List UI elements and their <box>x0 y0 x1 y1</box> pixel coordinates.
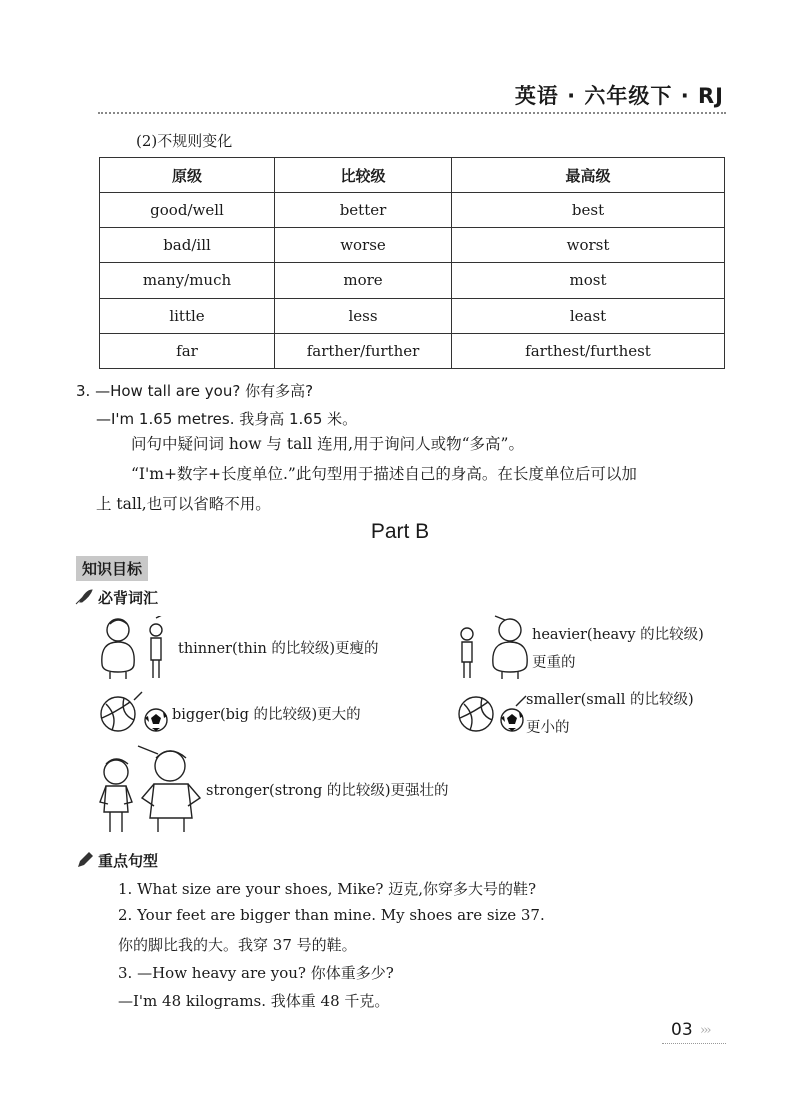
key-sentence-1: 1. What size are your shoes, Mike? 迈克,你穿多大号的鞋? <box>118 880 537 898</box>
vocab-heavier-2: 更重的 <box>532 655 576 671</box>
big-and-small-balls-illustration <box>456 690 528 734</box>
column-header: 原级 <box>100 158 275 193</box>
table-cell: far <box>100 333 275 368</box>
table-row <box>100 263 725 298</box>
point3-answer: —I'm 1.65 metres. 我身高 1.65 米。 <box>96 410 358 428</box>
table-cell: least <box>452 298 725 333</box>
vocab-thinner: thinner(thin 的比较级)更瘦的 <box>178 641 379 657</box>
thin-and-fat-boys-illustration <box>455 614 531 680</box>
fat-and-thin-boys-illustration <box>98 616 176 680</box>
table-cell: less <box>275 298 452 333</box>
header-divider <box>98 112 726 114</box>
vocab-heading: 必背词汇 <box>98 589 159 607</box>
table-cell: many/much <box>100 263 275 298</box>
feather-pen-icon <box>74 588 94 606</box>
page-number: 03 <box>671 1020 693 1040</box>
column-header: 比较级 <box>275 158 452 193</box>
table-row <box>100 333 725 368</box>
table-cell: most <box>452 263 725 298</box>
table-cell: worse <box>275 228 452 263</box>
vocab-bigger: bigger(big 的比较级)更大的 <box>172 707 361 723</box>
irregular-forms-table <box>99 157 725 369</box>
point3-explanation-2b: 上 tall,也可以省略不用。 <box>96 495 271 513</box>
pencil-icon <box>76 851 94 869</box>
chevron-right-icon: ››› <box>700 1023 710 1038</box>
table-cell: better <box>275 193 452 228</box>
key-sentence-3a: 3. —How heavy are you? 你体重多少? <box>118 964 394 982</box>
table-cell: bad/ill <box>100 228 275 263</box>
table-cell: best <box>452 193 725 228</box>
big-and-small-balls-illustration <box>98 690 170 734</box>
key-sentence-3b: —I'm 48 kilograms. 我体重 48 千克。 <box>118 992 390 1010</box>
footer-divider <box>662 1043 726 1044</box>
key-sentences-heading: 重点句型 <box>98 852 159 870</box>
column-header: 最高级 <box>452 158 725 193</box>
vocab-heavier-1: heavier(heavy 的比较级) <box>532 627 704 643</box>
knowledge-goal-tag: 知识目标 <box>76 556 148 581</box>
point3-question: 3. —How tall are you? 你有多高? <box>76 382 314 400</box>
table-cell: farther/further <box>275 333 452 368</box>
table-row <box>100 298 725 333</box>
table-cell: worst <box>452 228 725 263</box>
table-header-row <box>100 158 725 193</box>
key-sentence-2b: 你的脚比我的大。我穿 37 号的鞋。 <box>118 936 357 954</box>
vocab-smaller-1: smaller(small 的比较级) <box>526 692 694 708</box>
two-boys-strength-illustration <box>98 742 206 834</box>
table-row <box>100 228 725 263</box>
table-row <box>100 193 725 228</box>
header-title: 英语 · 六年级下 · RJ <box>514 84 724 108</box>
table-cell: good/well <box>100 193 275 228</box>
table-cell: little <box>100 298 275 333</box>
point3-explanation-2a: “I'm+数字+长度单位.”此句型用于描述自己的身高。在长度单位后可以加 <box>131 465 637 483</box>
table-cell: farthest/furthest <box>452 333 725 368</box>
key-sentence-2a: 2. Your feet are bigger than mine. My shoes are size 37. <box>118 906 545 924</box>
irregular-subtitle: (2)不规则变化 <box>136 132 233 150</box>
vocab-stronger: stronger(strong 的比较级)更强壮的 <box>206 783 449 799</box>
part-b-title: Part B <box>370 520 430 543</box>
table-cell: more <box>275 263 452 298</box>
point3-explanation-1: 问句中疑问词 how 与 tall 连用,用于询问人或物“多高”。 <box>131 435 524 453</box>
vocab-smaller-2: 更小的 <box>526 720 570 736</box>
